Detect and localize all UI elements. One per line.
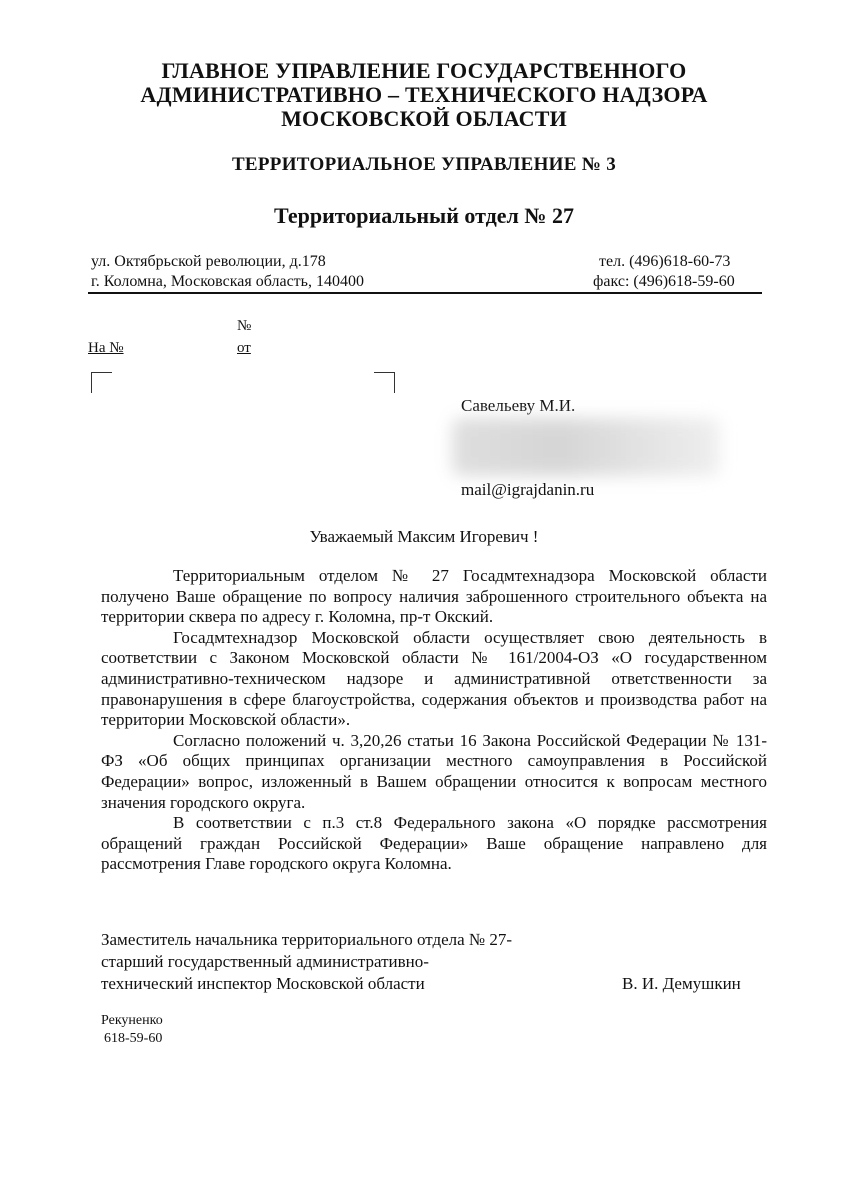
redacted-address <box>452 418 720 476</box>
header-divider <box>88 292 762 294</box>
recipient-name: Савельеву М.И. <box>461 396 576 415</box>
signatory-title-line-3: технический инспектор Московской области <box>101 974 425 993</box>
executor-phone: 618-59-60 <box>104 1031 163 1046</box>
territorial-administration: ТЕРРИТОРИАЛЬНОЕ УПРАВЛЕНИЕ № 3 <box>231 154 617 175</box>
letter-body <box>101 566 767 875</box>
org-title-line-3: МОСКОВСКОЙ ОБЛАСТИ <box>281 106 567 131</box>
signatory-name: В. И. Демушкин <box>622 974 741 993</box>
date-label: от <box>237 340 251 356</box>
in-reply-to-label: На № <box>88 340 124 356</box>
reference-number-label: № <box>237 318 252 334</box>
org-title-line-1: ГЛАВНОЕ УПРАВЛЕНИЕ ГОСУДАРСТВЕННОГО <box>161 58 687 83</box>
recipient-email: mail@igrajdanin.ru <box>461 480 595 499</box>
executor-name: Рекуненко <box>101 1013 163 1028</box>
salutation: Уважаемый Максим Игоревич ! <box>309 527 539 546</box>
fax-number: факс: (496)618-59-60 <box>593 273 735 290</box>
corner-mark-left <box>91 372 112 393</box>
phone-number: тел. (496)618-60-73 <box>599 253 731 270</box>
address-street: ул. Октябрьской революции, д.178 <box>91 253 326 270</box>
signatory-title-line-1: Заместитель начальника территориального отдела № 27- <box>101 930 513 949</box>
body-paragraph-1: Территориальным отделом № 27 Госадмтехнадзора Московской области получено Ваше обращение по вопросу наличия заброшенного строительного объекта на территории сквера по адресу г. Коломна, пр-т Окский. <box>101 566 767 627</box>
body-paragraph-4: В соответствии с п.3 ст.8 Федерального закона «О порядке рассмотрения обращений граждан Российской Федерации» Ваше обращение направлено для рассмотрения Главе городского округа Коломна. <box>101 813 767 874</box>
org-title-line-2: АДМИНИСТРАТИВНО – ТЕХНИЧЕСКОГО НАДЗОРА <box>140 82 708 107</box>
department-title: Территориальный отдел № 27 <box>274 203 574 228</box>
body-paragraph-3: Согласно положений ч. 3,20,26 статьи 16 Закона Российской Федерации № 131-ФЗ «Об общих принципах организации местного самоуправления в Российской Федерации» вопрос, изложенный в Вашем обращении относится к вопросам местного значения городского округа. <box>101 730 767 812</box>
address-city: г. Коломна, Московская область, 140400 <box>91 273 364 290</box>
corner-mark-right <box>374 372 395 393</box>
body-paragraph-2: Госадмтехнадзор Московской области осуществляет свою деятельность в соответствии с Законом Московской области № 161/2004-ОЗ «О государственном административно-техническом надзоре и административной ответственности за правонарушения в сфере благоустройства, содержания объектов и производства работ на территории Московской области». <box>101 627 767 730</box>
signatory-title-line-2: старший государственный административно- <box>101 952 429 971</box>
